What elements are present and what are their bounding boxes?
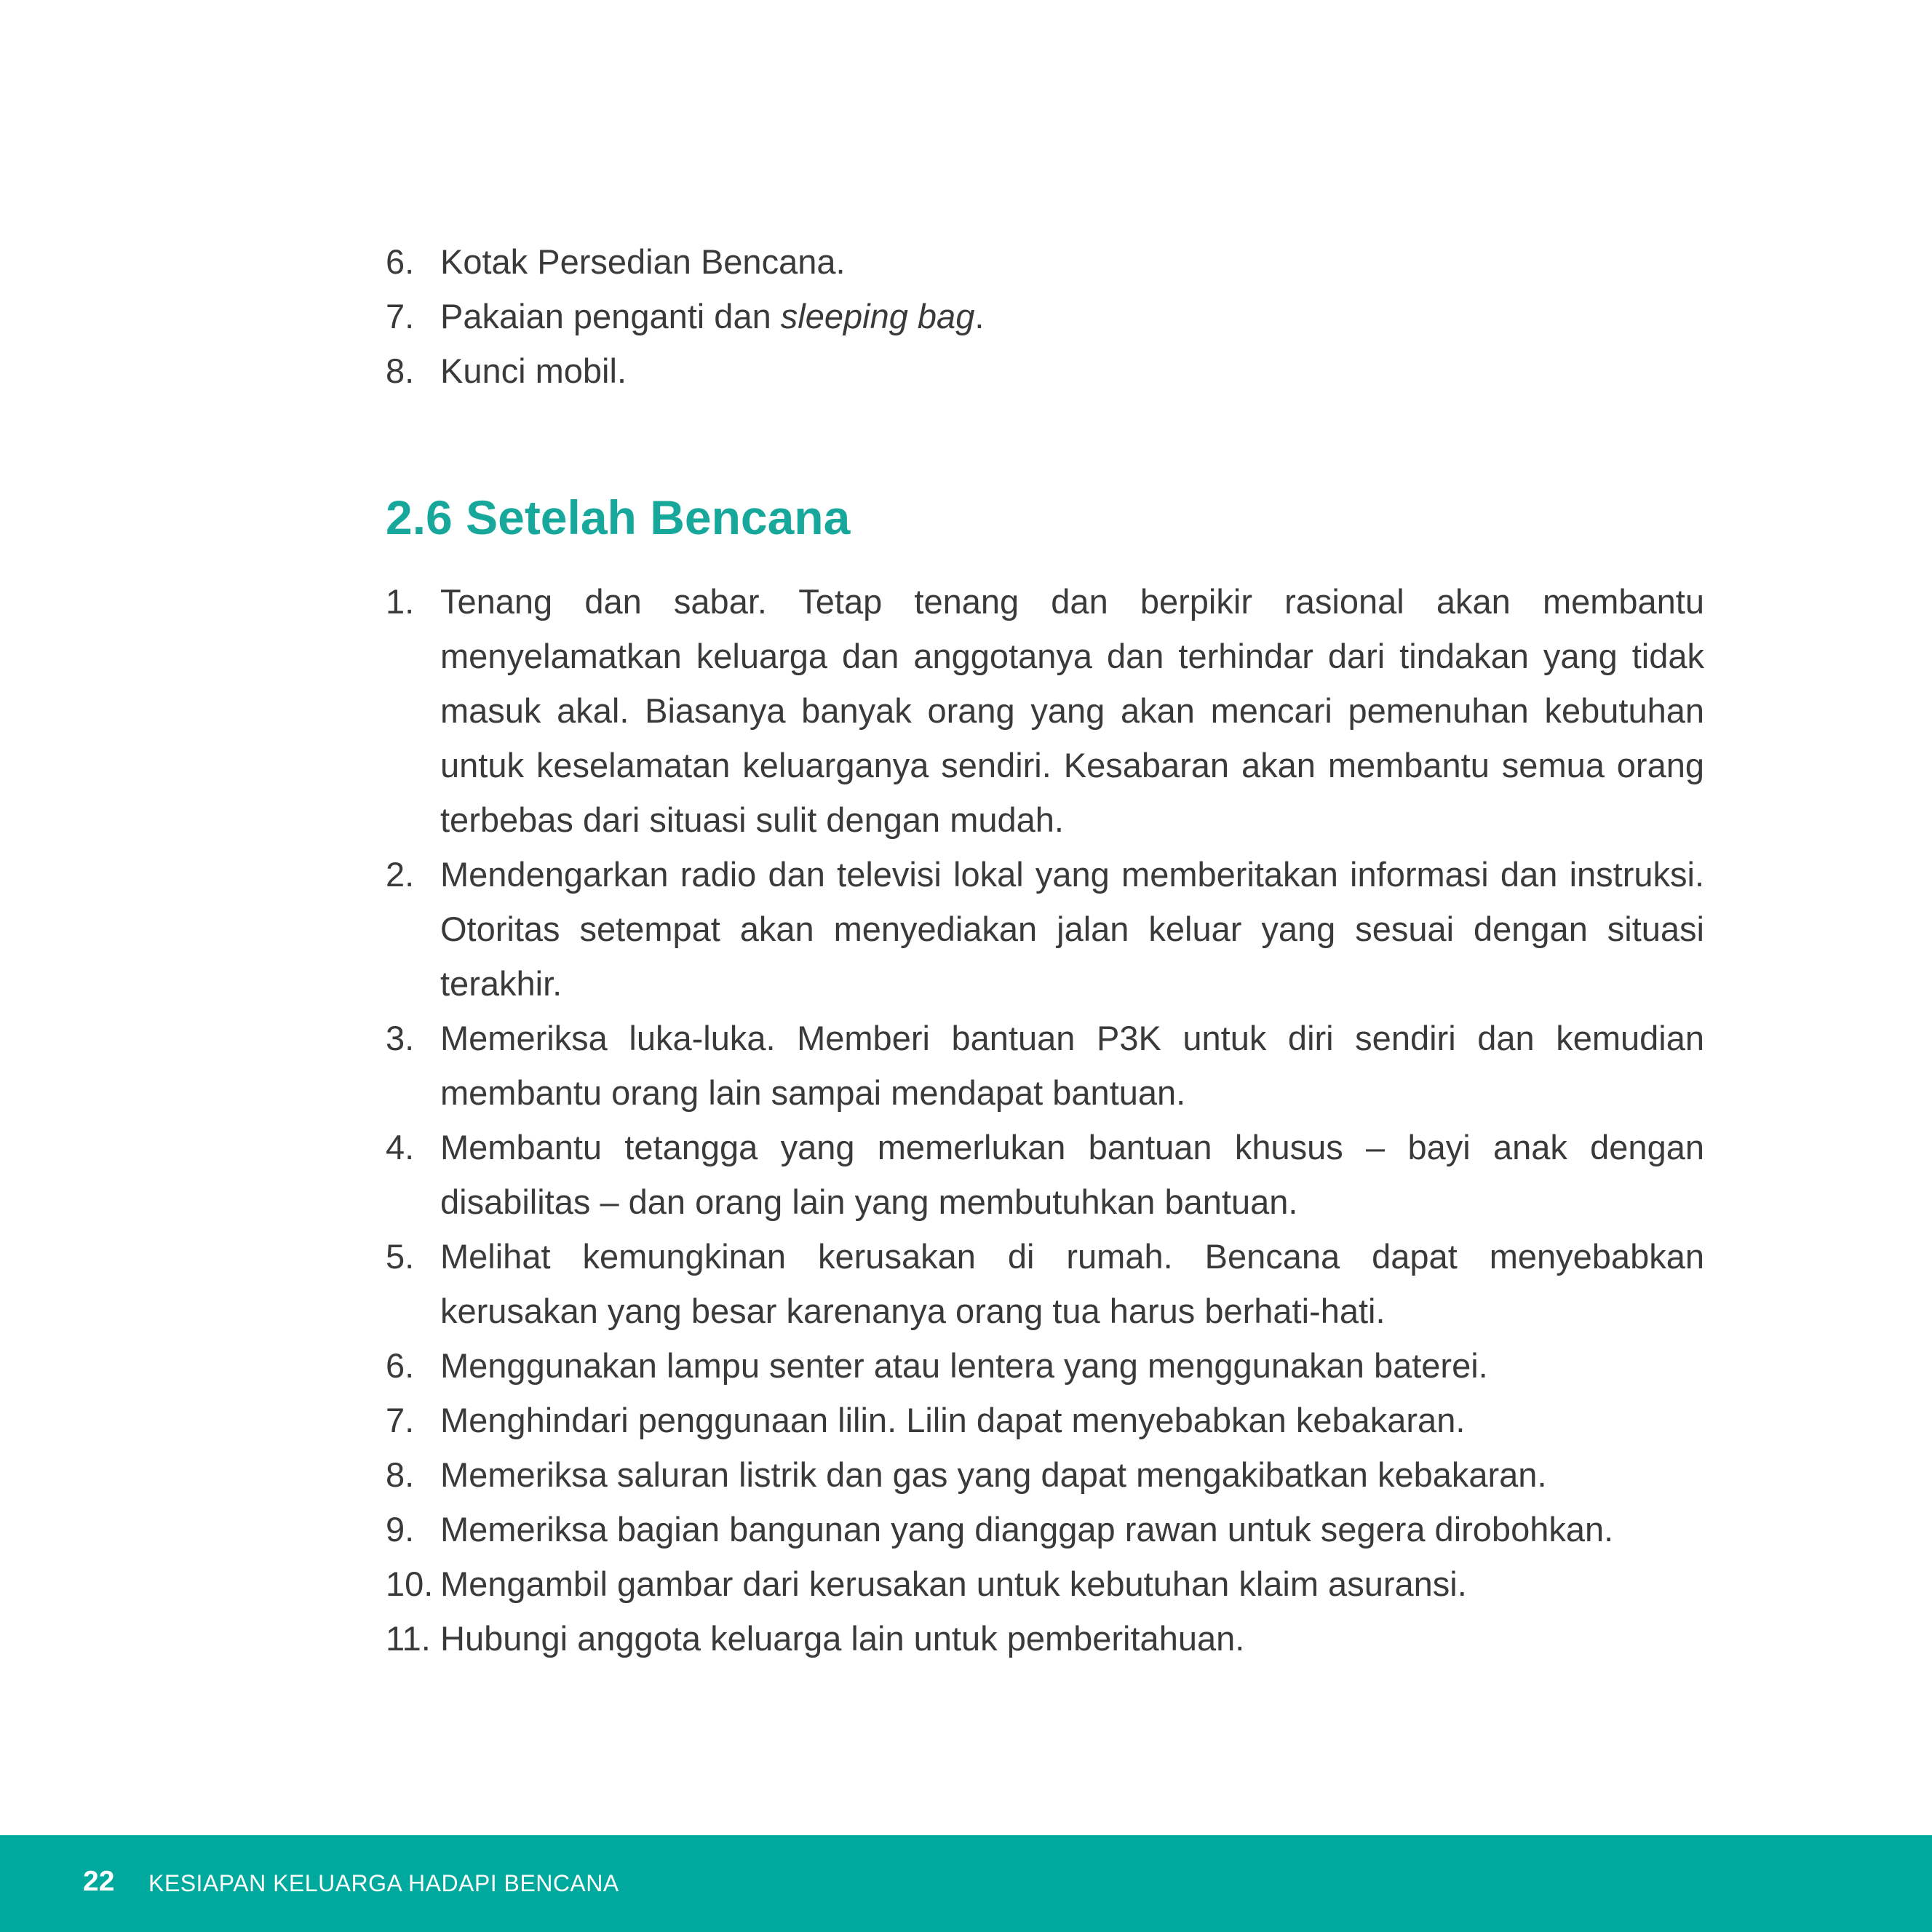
list-item (386, 234, 1704, 289)
list-item (386, 1338, 1704, 1393)
list-text: Menghindari penggunaan lilin. Lilin dapat menyebabkan kebakaran. (440, 1401, 1466, 1439)
section-title: 2.6 Setelah Bencana (386, 490, 851, 544)
list-text: Menggunakan lampu senter atau lentera yang menggunakan baterei. (440, 1346, 1488, 1385)
list-item (386, 1447, 1704, 1502)
list-number: 8. (386, 351, 415, 390)
list-number: 2. (386, 855, 415, 894)
list-item (386, 1011, 1704, 1120)
list-text: Mendengarkan radio dan televisi lokal yang memberitakan informasi dan instruksi. Otoritas setempat akan menyediakan jalan keluar yang sesuai dengan situasi terakhir. (440, 855, 1704, 1003)
list-item (386, 1120, 1704, 1229)
list-text: Tenang dan sabar. Tetap tenang dan berpikir rasional akan membantu menyelamatkan keluarga dan anggotanya dan terhindar dari tindakan yang tidak masuk akal. Biasanya banyak orang yang akan mencari pemenuhan kebutuhan untuk keselamatan keluarganya sendiri. Kesabaran akan membantu semua orang terbebas dari situasi sulit dengan mudah. (440, 582, 1704, 839)
after-disaster-list (386, 574, 1704, 1666)
list-number: 1. (386, 582, 415, 621)
list-item (386, 289, 1704, 343)
list-text: Melihat kemungkinan kerusakan di rumah. Bencana dapat menyebabkan kerusakan yang besar karenanya orang tua harus berhati-hati. (440, 1237, 1704, 1330)
list-item (386, 1502, 1704, 1557)
list-item (386, 343, 1704, 398)
list-text: Pakaian penganti dan (440, 297, 781, 335)
list-number: 8. (386, 1455, 415, 1494)
list-number: 9. (386, 1510, 415, 1549)
list-number: 7. (386, 1401, 415, 1439)
list-number: 7. (386, 297, 415, 335)
list-number: 6. (386, 1346, 415, 1385)
list-text: Hubungi anggota keluarga lain untuk pemberitahuan. (440, 1619, 1245, 1658)
list-number: 10. (386, 1565, 434, 1603)
list-text-italic: sleeping bag (780, 297, 975, 335)
list-text: Mengambil gambar dari kerusakan untuk kebutuhan klaim asuransi. (440, 1565, 1467, 1603)
page-number: 22 (83, 1866, 115, 1897)
top-list (386, 234, 1704, 398)
list-text: Kunci mobil. (440, 351, 627, 390)
list-item (386, 574, 1704, 847)
list-item (386, 1229, 1704, 1338)
page-content (386, 234, 1704, 1666)
list-text: Membantu tetangga yang memerlukan bantuan khusus – bayi anak dengan disabilitas – dan orang lain yang membutuhkan bantuan. (440, 1128, 1704, 1221)
list-text: Memeriksa saluran listrik dan gas yang dapat mengakibatkan kebakaran. (440, 1455, 1547, 1494)
list-number: 3. (386, 1019, 415, 1057)
running-title: KESIAPAN KELUARGA HADAPI BENCANA (148, 1870, 619, 1896)
page-footer (0, 1835, 1932, 1932)
list-item (386, 1393, 1704, 1447)
list-number: 11. (386, 1619, 431, 1658)
list-item (386, 847, 1704, 1011)
list-item (386, 1557, 1704, 1611)
list-number: 4. (386, 1128, 415, 1166)
list-text: . (974, 297, 985, 335)
list-number: 6. (386, 242, 415, 281)
list-text: Memeriksa bagian bangunan yang dianggap rawan untuk segera dirobohkan. (440, 1510, 1614, 1549)
list-item (386, 1611, 1704, 1666)
list-number: 5. (386, 1237, 415, 1276)
list-text: Kotak Persedian Bencana. (440, 242, 846, 281)
list-text: Memeriksa luka-luka. Memberi bantuan P3K untuk diri sendiri dan kemudian membantu orang lain sampai mendapat bantuan. (440, 1019, 1704, 1112)
